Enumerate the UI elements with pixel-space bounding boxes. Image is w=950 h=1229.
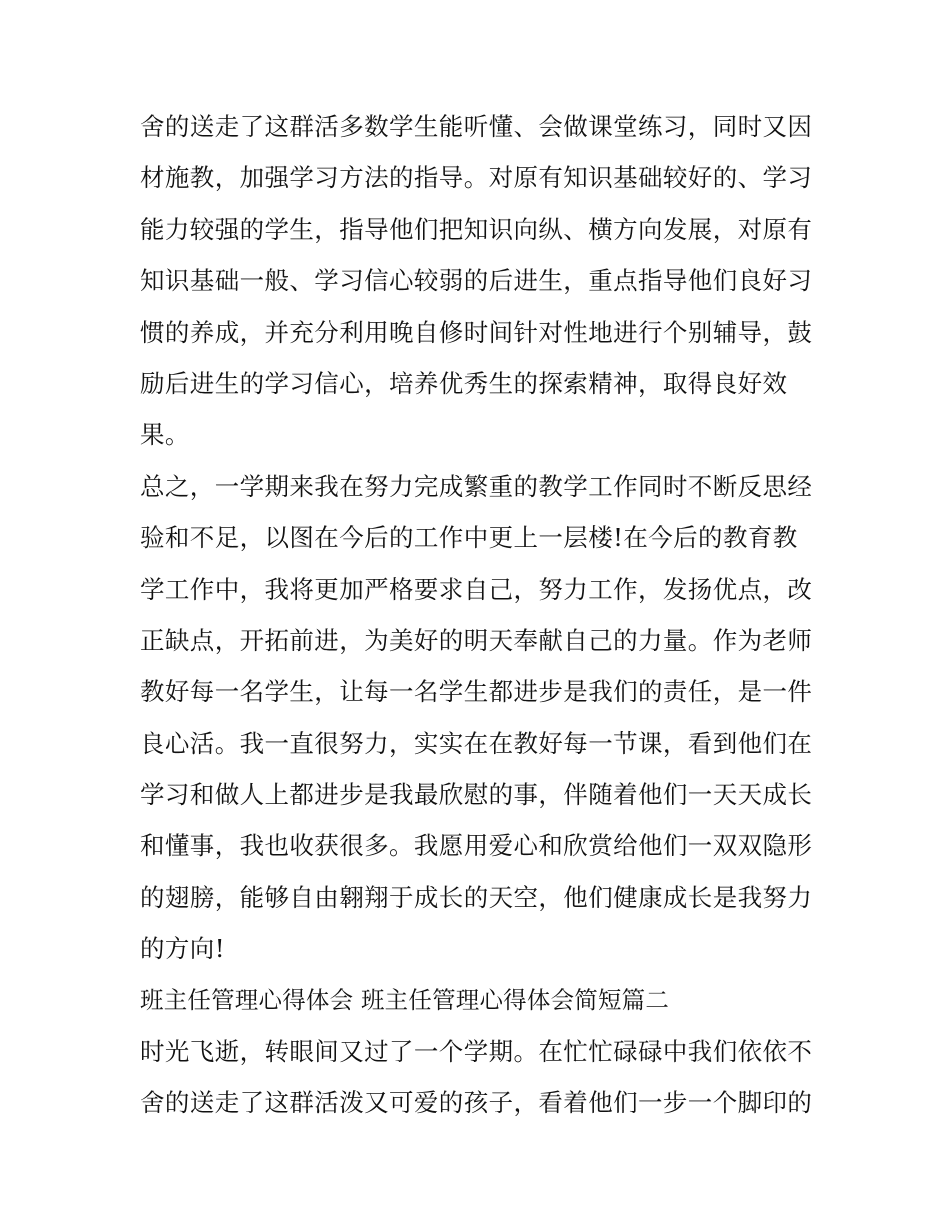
text-line: 总之，一学期来我在努力完成繁重的教学工作同时不断反思经 <box>140 471 813 501</box>
document-body <box>140 101 820 1129</box>
text-line: 能力较强的学生，指导他们把知识向纵、横方向发展，对原有 <box>140 214 813 244</box>
section-heading: 班主任管理心得体会 班主任管理心得体会简短篇二 <box>140 985 670 1014</box>
text-line: 惯的养成，并充分利用晚自修时间针对性地进行个别辅导，鼓 <box>140 317 813 347</box>
text-line: 学工作中，我将更加严格要求自己，努力工作，发扬优点，改 <box>140 574 813 604</box>
text-line: 正缺点，开拓前进，为美好的明天奉献自己的力量。作为老师 <box>140 625 813 655</box>
text-line: 果。 <box>140 420 190 450</box>
paragraph-3 <box>140 1026 820 1129</box>
text-line: 教好每一名学生，让每一名学生都进步是我们的责任，是一件 <box>140 677 813 707</box>
text-line: 舍的送走了这群活泼又可爱的孩子，看着他们一步一个脚印的 <box>140 1088 813 1118</box>
text-line: 良心活。我一直很努力，实实在在教好每一节课，看到他们在 <box>140 728 813 758</box>
text-line: 和懂事，我也收获很多。我愿用爱心和欣赏给他们一双双隐形 <box>140 831 813 861</box>
text-line: 时光飞逝，转眼间又过了一个学期。在忙忙碌碌中我们依依不 <box>140 1037 813 1067</box>
paragraph-1 <box>140 101 820 461</box>
text-line: 的翅膀，能够自由翱翔于成长的天空，他们健康成长是我努力 <box>140 882 813 912</box>
text-line: 材施教，加强学习方法的指导。对原有知识基础较好的、学习 <box>140 163 813 193</box>
paragraph-2 <box>140 461 820 975</box>
text-line: 舍的送走了这群活多数学生能听懂、会做课堂练习，同时又因 <box>140 112 813 141</box>
text-line: 知识基础一般、学习信心较弱的后进生，重点指导他们良好习 <box>140 266 813 296</box>
text-line: 学习和做人上都进步是我最欣慰的事，伴随着他们一天天成长 <box>140 780 813 810</box>
text-line: 验和不足，以图在今后的工作中更上一层楼!在今后的教育教 <box>140 523 798 553</box>
text-line: 的方向! <box>140 934 225 964</box>
text-line: 励后进生的学习信心，培养优秀生的探索精神，取得良好效 <box>140 368 788 398</box>
